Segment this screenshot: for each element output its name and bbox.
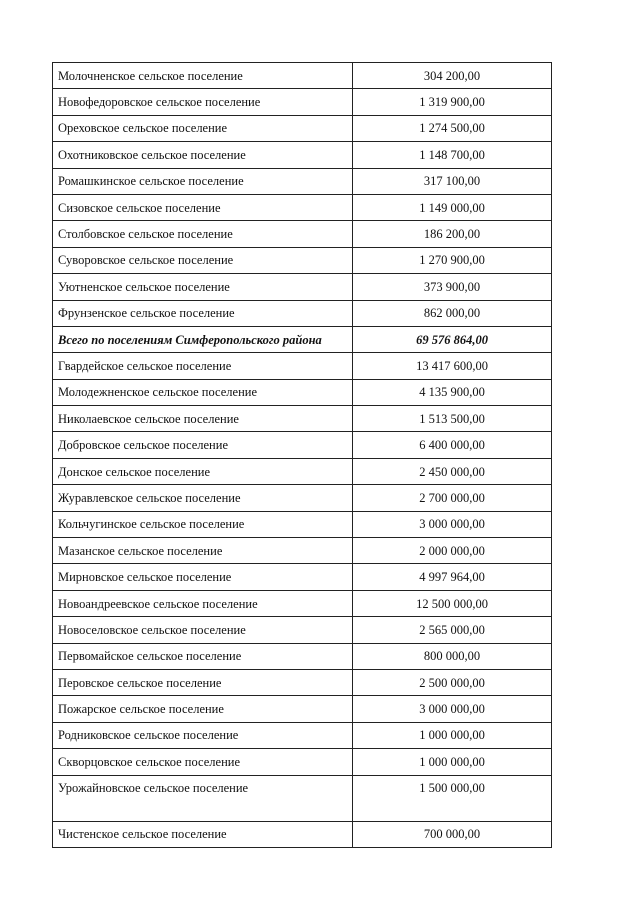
settlement-name: Ореховское сельское поселение <box>53 115 353 141</box>
settlement-amount: 4 135 900,00 <box>353 379 552 405</box>
settlement-amount: 1 274 500,00 <box>353 115 552 141</box>
settlement-amount: 4 997 964,00 <box>353 564 552 590</box>
table-row <box>53 643 552 669</box>
table-row <box>53 696 552 722</box>
table-row <box>53 168 552 194</box>
settlement-name: Скворцовское сельское поселение <box>53 749 353 775</box>
settlement-name: Новофедоровское сельское поселение <box>53 89 353 115</box>
settlement-amount: 3 000 000,00 <box>353 511 552 537</box>
settlement-amount: 700 000,00 <box>353 821 552 847</box>
settlement-amount: 3 000 000,00 <box>353 696 552 722</box>
settlement-name: Кольчугинское сельское поселение <box>53 511 353 537</box>
table-row <box>53 617 552 643</box>
settlement-amount: 373 900,00 <box>353 274 552 300</box>
table-row <box>53 379 552 405</box>
settlement-name: Пожарское сельское поселение <box>53 696 353 722</box>
table-row <box>53 538 552 564</box>
settlement-amount: 304 200,00 <box>353 63 552 89</box>
table-row <box>53 247 552 273</box>
settlement-name: Ромашкинское сельское поселение <box>53 168 353 194</box>
settlement-amount: 1 500 000,00 <box>353 775 552 821</box>
settlement-name: Новоселовское сельское поселение <box>53 617 353 643</box>
table-row <box>53 432 552 458</box>
settlement-amount: 800 000,00 <box>353 643 552 669</box>
settlement-name: Новоандреевское сельское поселение <box>53 590 353 616</box>
settlement-amount: 186 200,00 <box>353 221 552 247</box>
settlement-name: Молодежненское сельское поселение <box>53 379 353 405</box>
table-body <box>53 63 552 848</box>
settlement-amount: 12 500 000,00 <box>353 590 552 616</box>
table-row <box>53 221 552 247</box>
settlement-name: Охотниковское сельское поселение <box>53 142 353 168</box>
settlement-name: Молочненское сельское поселение <box>53 63 353 89</box>
settlement-name: Гвардейское сельское поселение <box>53 353 353 379</box>
settlement-amount: 2 000 000,00 <box>353 538 552 564</box>
table-row <box>53 300 552 326</box>
settlement-name: Николаевское сельское поселение <box>53 406 353 432</box>
settlement-amount: 1 149 000,00 <box>353 194 552 220</box>
settlement-name: Фрунзенское сельское поселение <box>53 300 353 326</box>
settlement-name: Суворовское сельское поселение <box>53 247 353 273</box>
table-row <box>53 722 552 748</box>
settlement-amount: 2 700 000,00 <box>353 485 552 511</box>
table-row <box>53 458 552 484</box>
settlement-name: Первомайское сельское поселение <box>53 643 353 669</box>
table-row <box>53 590 552 616</box>
settlement-amount: 2 450 000,00 <box>353 458 552 484</box>
table-row <box>53 194 552 220</box>
settlement-name: Уютненское сельское поселение <box>53 274 353 300</box>
table-row <box>53 511 552 537</box>
settlement-amount: 1 319 900,00 <box>353 89 552 115</box>
settlement-name: Журавлевское сельское поселение <box>53 485 353 511</box>
table-row <box>53 353 552 379</box>
total-label: Всего по поселениям Симферопольского района <box>53 326 353 352</box>
settlement-name: Родниковское сельское поселение <box>53 722 353 748</box>
table-row <box>53 89 552 115</box>
table-row <box>53 485 552 511</box>
table-row <box>53 63 552 89</box>
settlement-amount: 317 100,00 <box>353 168 552 194</box>
table-row <box>53 115 552 141</box>
table-row <box>53 821 552 847</box>
table-row <box>53 406 552 432</box>
settlement-name: Чистенское сельское поселение <box>53 821 353 847</box>
settlement-amount: 1 513 500,00 <box>353 406 552 432</box>
settlements-budget-table <box>52 62 552 848</box>
settlement-name: Столбовское сельское поселение <box>53 221 353 247</box>
table-row <box>53 142 552 168</box>
settlement-amount: 6 400 000,00 <box>353 432 552 458</box>
settlement-amount: 2 500 000,00 <box>353 669 552 695</box>
settlement-amount: 13 417 600,00 <box>353 353 552 379</box>
settlement-amount: 1 270 900,00 <box>353 247 552 273</box>
settlement-amount: 1 148 700,00 <box>353 142 552 168</box>
settlement-name: Мирновское сельское поселение <box>53 564 353 590</box>
table-row <box>53 274 552 300</box>
total-amount: 69 576 864,00 <box>353 326 552 352</box>
settlement-name: Сизовское сельское поселение <box>53 194 353 220</box>
table-row <box>53 564 552 590</box>
settlement-name: Перовское сельское поселение <box>53 669 353 695</box>
settlement-name: Урожайновское сельское поселение <box>53 775 353 821</box>
settlement-name: Добровское сельское поселение <box>53 432 353 458</box>
settlement-name: Донское сельское поселение <box>53 458 353 484</box>
settlement-amount: 1 000 000,00 <box>353 722 552 748</box>
total-row <box>53 326 552 352</box>
settlement-name: Мазанское сельское поселение <box>53 538 353 564</box>
table-row <box>53 749 552 775</box>
table-row <box>53 669 552 695</box>
table-row <box>53 775 552 821</box>
settlement-amount: 2 565 000,00 <box>353 617 552 643</box>
settlement-amount: 862 000,00 <box>353 300 552 326</box>
settlement-amount: 1 000 000,00 <box>353 749 552 775</box>
